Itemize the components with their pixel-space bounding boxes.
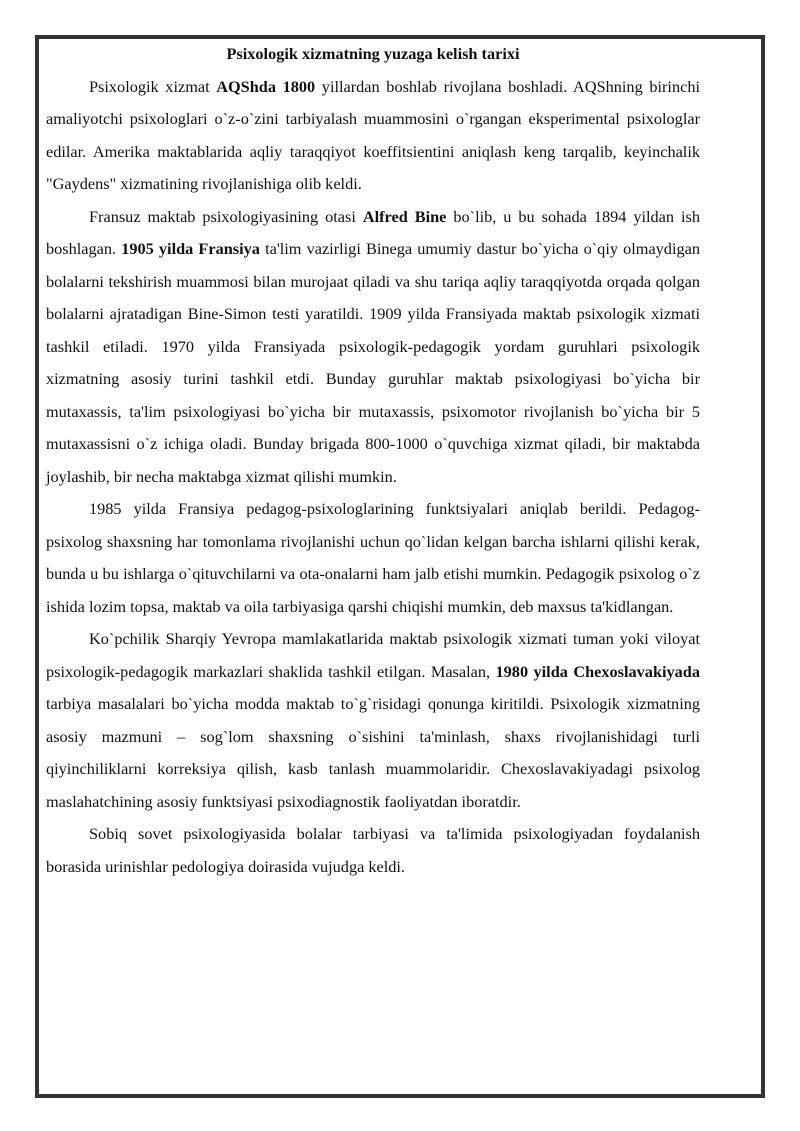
text-run: Fransuz maktab psixologiyasining otasi — [89, 206, 363, 226]
text-run: yillardan boshlab rivojlana boshladi. AQShning birinchi amaliyotchi psixologlari o`z-o`zini tarbiyalash muammosini o`rgangan eksperimental psixologlar edilar. Amerika maktablarida aqliy taraqqiyot koeffitsientini aniqlash keng tarqalib, keyinchalik "Gaydens" xizmatining rivojlanishiga olib keldi. — [46, 76, 700, 193]
text-run: ta'lim vazirligi Binega umumiy dastur bo`yicha o`qiy olmaydigan bolalarni tekshirish muammosi bilan murojaat qiladi va shu tariqa aqliy taraqqiyotda orqada qolgan bolalarni ajratadigan Bine-Simon testi yaratildi. 1909 yilda Fransiyada maktab psixologik xizmati tashkil etiladi. 1970 yilda Fransiyada psixologik-pedagogik yordam guruhlari psixologik xizmatning asosiy turini tashkil etdi. Bunday guruhlar maktab psixologiyasi bo`yicha bir mutaxassis, ta'lim psixologiyasi bo`yicha bir mutaxassis, psixomotor rivojlanish bo`yicha bir 5 mutaxassisni o`z ichiga oladi. Bunday brigada 800-1000 o`quvchiga xizmat qiladi, bir maktabda joylashib, bir necha maktabga xizmat qilishi mumkin. — [46, 239, 700, 486]
text-run: Ko`pchilik Sharqiy Yevropa mamlakatlarida maktab psixologik xizmati tuman yoki viloyat psixologik-pedagogik markazlari shaklida tashkil etilgan. Masalan, — [46, 629, 700, 681]
paragraph-1 — [46, 71, 700, 201]
document-body — [46, 38, 700, 883]
text-run: 1985 yilda Fransiya pedagog-psixologlarining funktsiyalari aniqlab berildi. Pedagog-psixolog shaxsning har tomonlama rivojlanishi uchun qo`lidan kelgan barcha ishlarni qilishi kerak, bunda u bu ishlarga o`qituvchilarni va ota-onalarni ham jalb etishi mumkin. Pedagogik psixolog o`z ishida lozim topsa, maktab va oila tarbiyasiga qarshi chiqishi mumkin, deb maxsus ta'kidlangan. — [46, 499, 700, 616]
text-run: tarbiya masalalari bo`yicha modda maktab to`g`risidagi qonunga kiritildi. Psixologik xizmatning asosiy mazmuni – sog`lom shaxsning o`sishini ta'minlash, shaxs rivojlanishidagi turli qiyinchiliklarni korreksiya qilish, kasb tanlash muammolaridir. Chexoslavakiyadagi psixolog maslahatchining asosiy funktsiyasi psixodiagnostik faoliyatdan iboratdir. — [46, 694, 700, 811]
paragraph-3 — [46, 493, 700, 623]
bold-run: Alfred Bine — [362, 206, 447, 226]
text-run: Psixologik xizmat — [89, 76, 217, 96]
paragraph-2 — [46, 201, 700, 494]
document-title: Psixologik xizmatning yuzaga kelish tarixi — [226, 44, 520, 63]
text-run: bo`lib, u bu sohada 1894 yildan ish boshlagan. — [46, 206, 701, 258]
bold-run: 1980 yilda Chexoslavakiyada — [495, 661, 700, 681]
paragraph-4 — [46, 623, 700, 818]
paragraph-5 — [46, 818, 700, 883]
bold-run: AQShda 1800 — [216, 76, 316, 96]
bold-run: 1905 yilda Fransiya — [121, 239, 260, 258]
text-run: Sobiq sovet psixologiyasida bolalar tarbiyasi va ta'limida psixologiyadan foydalanish borasida urinishlar pedologiya doirasida vujudga keldi. — [46, 824, 700, 876]
